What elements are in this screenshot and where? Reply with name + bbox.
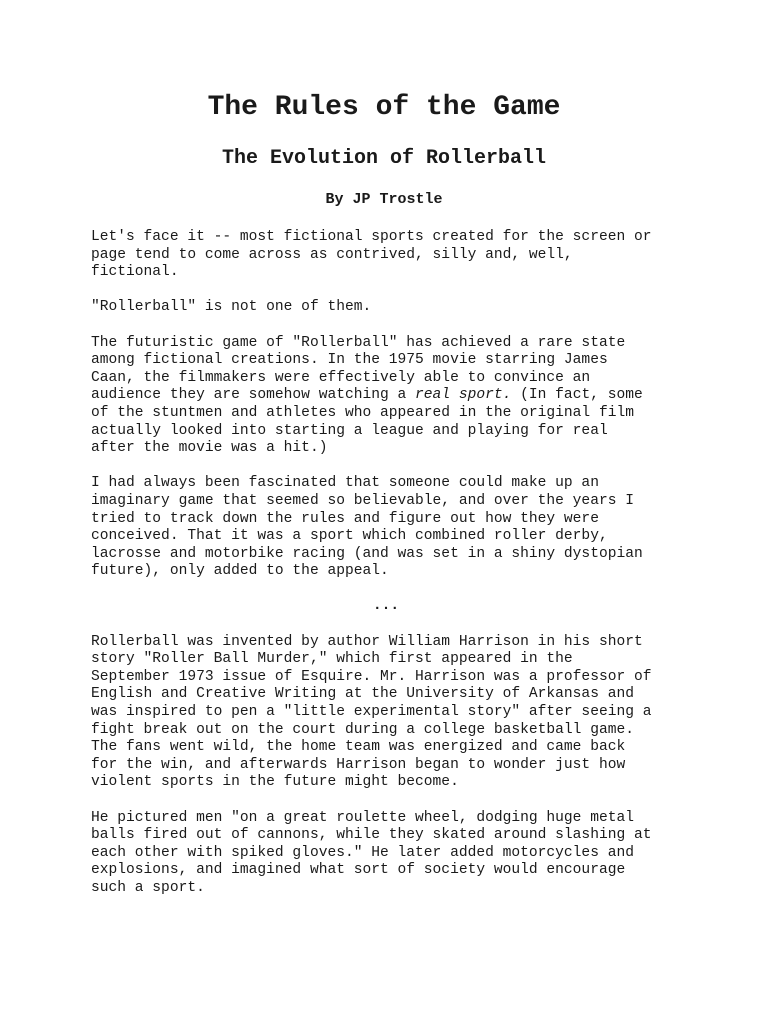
paragraph-3-text-b: (In fact, some of the stuntmen and athletes who appeared in the original film actually looked into starting a league and playing for real after the movie was a hit.) bbox=[91, 387, 643, 457]
paragraph-1: Let's face it -- most fictional sports created for the screen or page tend to come across as contrived, silly and, well, fictional. bbox=[91, 229, 652, 281]
paragraph-2: "Rollerball" is not one of them. bbox=[91, 299, 372, 316]
article-body bbox=[91, 229, 691, 915]
paragraph-3-text-a: The futuristic game of "Rollerball" has achieved a rare state among fictional creations. In the 1975 movie starring James Caan, the filmmakers were effectively able to convince an audience they are somehow watching a bbox=[91, 334, 626, 404]
paragraph-5: Rollerball was invented by author William Harrison in his short story "Roller Ball Murder," which first appeared in the September 1973 issue of Esquire. Mr. Harrison was a professor of English and Creative Writing at the University of Arkansas and was inspired to pen a "little experimental story" after seeing a fight break out on the court during a college basketball game. The fans went wild, the home team was energized and came back for the win, and afterwards Harrison began to wonder just how violent sports in the future might become. bbox=[91, 633, 652, 791]
byline: By JP Trostle bbox=[325, 191, 443, 208]
paragraph-6: He pictured men "on a great roulette wheel, dodging huge metal balls fired out of cannons, while they skated around slashing at each other with spiked gloves." He later added motorcycles and explosions, and imagined what sort of society would encourage such a sport. bbox=[91, 809, 652, 896]
paragraph-3 bbox=[91, 335, 691, 458]
section-separator: ... bbox=[372, 598, 400, 615]
page-subtitle: The Evolution of Rollerball bbox=[221, 147, 547, 170]
page-title: The Rules of the Game bbox=[207, 92, 561, 123]
paragraph-4: I had always been fascinated that someone could make up an imaginary game that seemed so believable, and over the years I tried to track down the rules and figure out how they were conceived. That it was a sport which combined roller derby, lacrosse and motorbike racing (and was set in a shiny dystopian future), only added to the appeal. bbox=[91, 475, 643, 580]
paragraph-3-emphasis: real sport. bbox=[415, 387, 512, 404]
